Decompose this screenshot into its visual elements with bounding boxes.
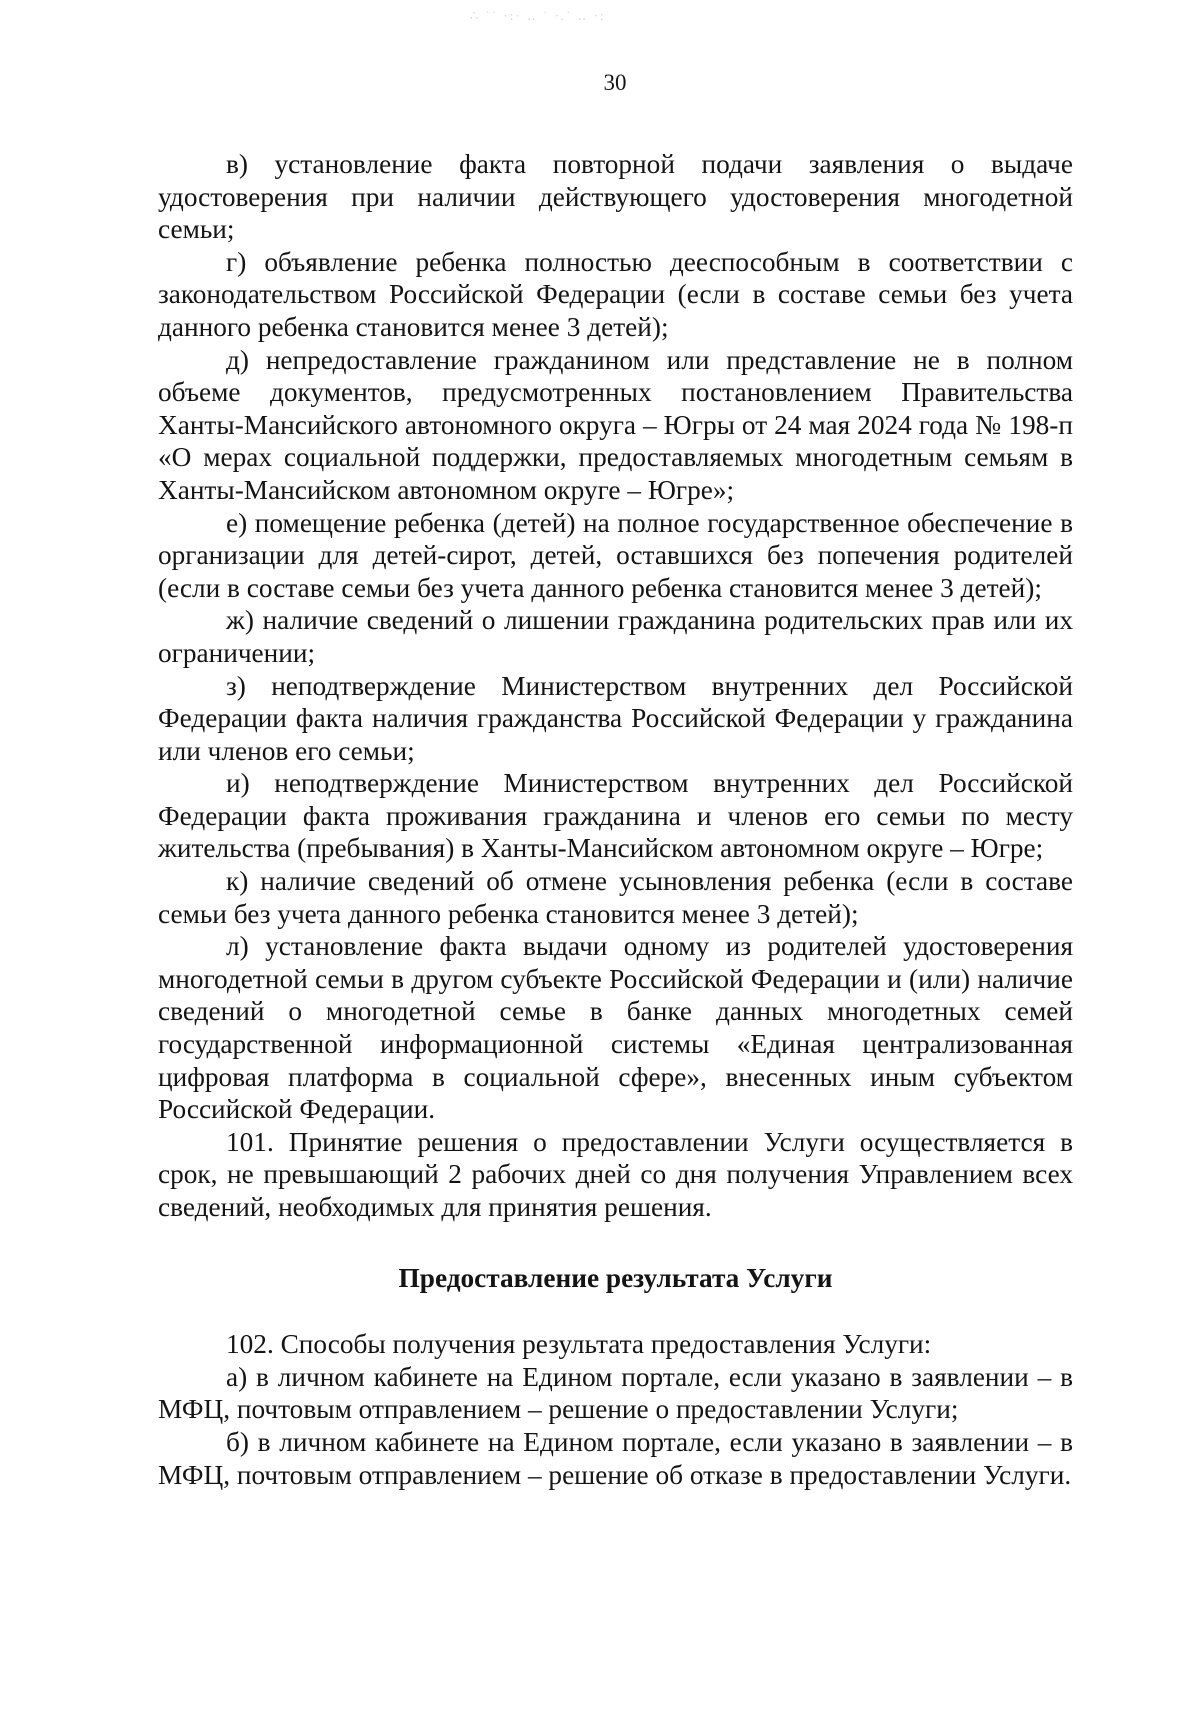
paragraph-k: к) наличие сведений об отмене усыновления ребенка (если в составе семьи без учета данного ребенка становится менее 3 детей);	[158, 866, 1073, 929]
paragraph-102-a: а) в личном кабинете на Едином портале, если указано в заявлении – в МФЦ, почтовым отправлением – решение о предоставлении Услуги;	[158, 1361, 1073, 1425]
scan-artifact: ∴ ˙˙ ·:· ‥ ˙ ·.˙ ‥ ·:	[470, 8, 606, 23]
paragraph-101: 101. Принятие решения о предоставлении Услуги осуществляется в срок, не превышающий 2 рабочих дней со дня получения Управлением всех сведений, необходимых для принятия решения.	[158, 1126, 1073, 1222]
paragraph-v: в) установление факта повторной подачи заявления о выдаче удостоверения при наличии действующего удостоверения многодетной семьи;	[158, 149, 1073, 245]
paragraph-z: з) неподтверждение Министерством внутренних дел Российской Федерации факта наличия гражданства Российской Федерации у гражданина или членов его семьи;	[158, 670, 1073, 766]
paragraph-i: и) неподтверждение Министерством внутренних дел Российской Федерации факта проживания гражданина и членов его семьи по месту жительства (пребывания) в Ханты-Мансийском автономном округе – Югре;	[158, 768, 1073, 864]
section-heading: Предоставление результата Услуги	[398, 1262, 833, 1293]
paragraph-zh: ж) наличие сведений о лишении гражданина родительских прав или их ограничении;	[158, 605, 1073, 668]
paragraph-g: г) объявление ребенка полностью дееспособным в соответствии с законодательством Российской Федерации (если в составе семьи без учета данного ребенка становится менее 3 детей);	[158, 246, 1073, 342]
paragraph-102: 102. Способы получения результата предоставления Услуги:	[226, 1329, 932, 1360]
page-number: 30	[603, 70, 627, 95]
document-body	[158, 148, 1073, 1491]
paragraph-e: е) помещение ребенка (детей) на полное государственное обеспечение в организации для детей-сирот, детей, оставшихся без попечения родителей (если в составе семьи без учета данного ребенка становится менее 3 детей);	[158, 507, 1073, 603]
paragraph-d: д) непредоставление гражданином или представление не в полном объеме документов, предусмотренных постановлением Правительства Ханты-Мансийского автономного округа – Югры от 24 мая 2024 года № 198-п «О мерах социальной поддержки, предоставляемых многодетным семьям в Ханты-Мансийском автономном округе – Югре»;	[158, 344, 1073, 505]
paragraph-l: л) установление факта выдачи одному из родителей удостоверения многодетной семьи в другом субъекте Российской Федерации и (или) наличие сведений о многодетной семье в банке данных многодетных семей государственной информационной системы «Единая централизованная цифровая платформа в социальной сфере», внесенных иным субъектом Российской Федерации.	[158, 931, 1073, 1125]
paragraph-102-b: б) в личном кабинете на Едином портале, если указано в заявлении – в МФЦ, почтовым отправлением – решение об отказе в предоставлении Услуги.	[158, 1426, 1073, 1490]
